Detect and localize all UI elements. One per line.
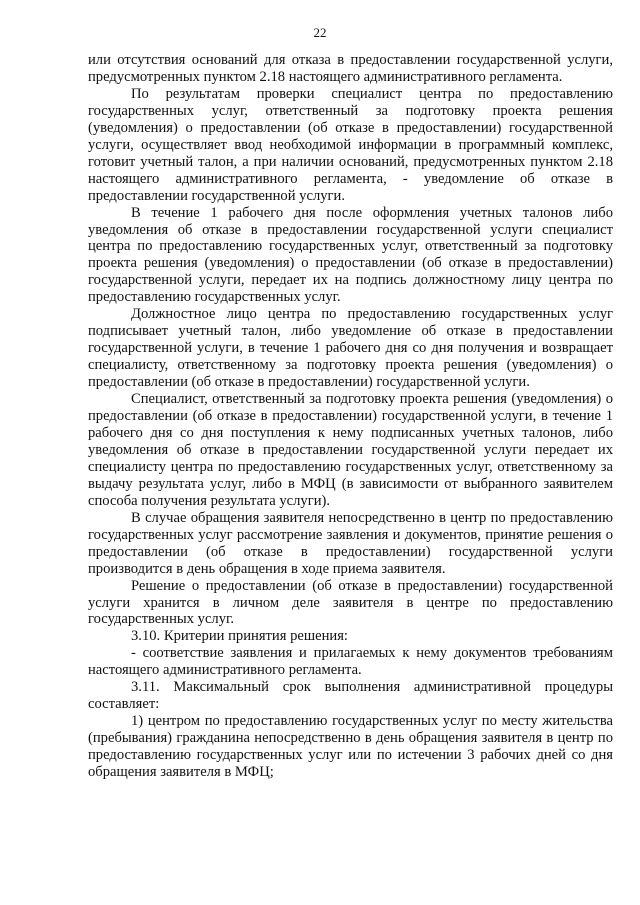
paragraph-signing-transfer: В течение 1 рабочего дня после оформления учетных талонов либо уведомления об отказе в предоставлении государственной услуги специалист центра по предоставлению государственных услуг, ответственный за подготовку проекта решения (уведомления) о предоставлении (об отказе в предоставлении) государственной услуги, передает их на подпись должностному лицу центра по предоставлению государственных услуг. (88, 204, 613, 306)
paragraph-section-3-11: 3.11. Максимальный срок выполнения административной процедуры составляет: (88, 679, 613, 713)
paragraph-decision-storage: Решение о предоставлении (об отказе в предоставлении) государственной услуги хранится в личном деле заявителя в центре по предоставлению государственных услуг. (88, 577, 613, 628)
paragraph-criteria-item: - соответствие заявления и прилагаемых к нему документов требованиям настоящего административного регламента. (88, 645, 613, 679)
paragraph-deadline-item-1: 1) центром по предоставлению государственных услуг по месту жительства (пребывания) гражданина непосредственно в день обращения заявителя в центр по предоставлению государственных услуг или по истечении 3 рабочих дней со дня обращения заявителя в МФЦ; (88, 713, 613, 781)
document-body (88, 52, 613, 781)
paragraph-direct-application: В случае обращения заявителя непосредственно в центр по предоставлению государственных услуг рассмотрение заявления и документов, принятие решения о предоставлении (об отказе в предоставлении) государственной услуги производится в день обращения в ходе приема заявителя. (88, 509, 613, 577)
paragraph-continuation: или отсутствия оснований для отказа в предоставлении государственной услуги, предусмотренных пунктом 2.18 настоящего административного регламента. (88, 52, 613, 85)
page-number: 22 (313, 25, 327, 40)
paragraph-section-3-10: 3.10. Критерии принятия решения: (131, 628, 348, 645)
paragraph-verification-results: По результатам проверки специалист центра по предоставлению государственных услуг, ответственный за подготовку проекта решения (уведомления) о предоставлении (об отказе в предоставлении) государственной услуги, осуществляет ввод необходимой информации в программный комплекс, готовит учетный талон, а при наличии оснований, предусмотренных пунктом 2.18 настоящего административного регламента, - уведомление об отказе в предоставлении государственной услуги. (88, 85, 613, 204)
paragraph-specialist-transfers: Специалист, ответственный за подготовку проекта решения (уведомления) о предоставлении (об отказе в предоставлении) государственной услуги, в течение 1 рабочего дня со дня поступления к нему подписанных учетных талонов, либо уведомления об отказе в предоставлении государственной услуги передает их специалисту центра по предоставлению государственных услуг, ответственному за выдачу результата услуг, либо в МФЦ (в зависимости от выбранного заявителем способа получения результата услуги). (88, 391, 613, 509)
paragraph-official-signs: Должностное лицо центра по предоставлению государственных услуг подписывает учетный талон, либо уведомление об отказе в предоставлении государственной услуги, в течение 1 рабочего дня со дня получения и возвращает специалисту, ответственному за подготовку проекта решения (уведомления) о предоставлении (об отказе в предоставлении) государственной услуги. (88, 306, 613, 391)
